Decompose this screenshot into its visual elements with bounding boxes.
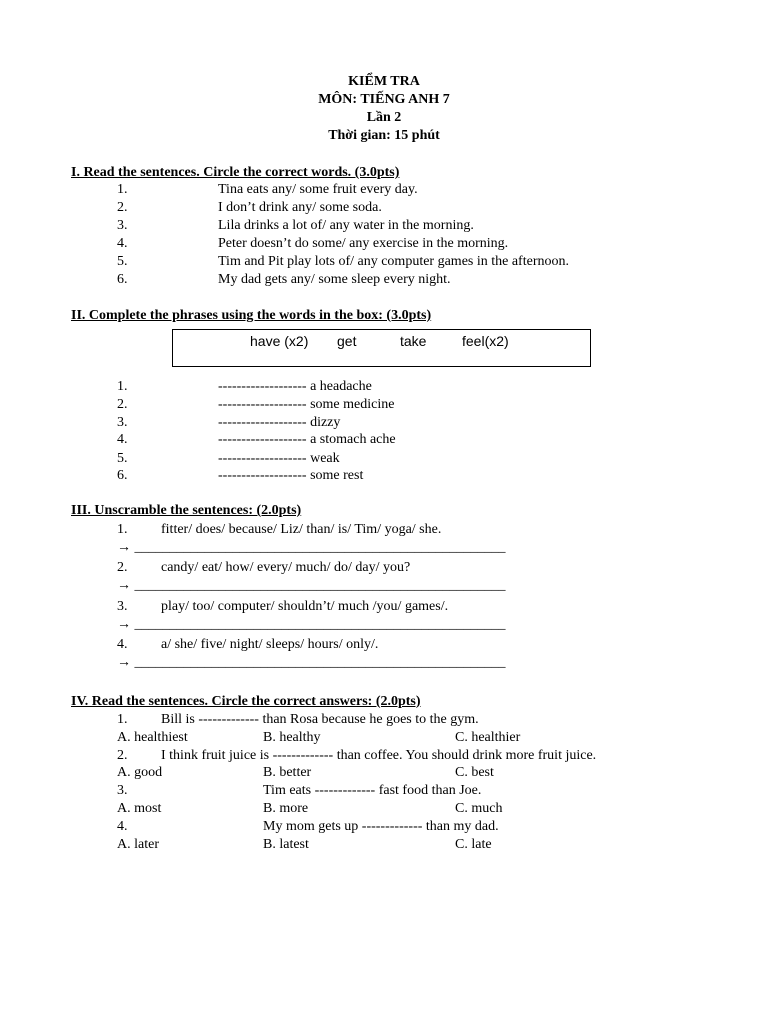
item-number: 3.: [117, 415, 128, 430]
test-attempt: Lần 2: [366, 110, 402, 125]
section-2-heading: II. Complete the phrases using the words in the box: (3.0pts): [71, 308, 432, 323]
list-item: Tina eats any/ some fruit every day.: [218, 182, 418, 197]
item-number: 4.: [117, 637, 128, 652]
item-number: 4.: [117, 236, 128, 251]
list-item: candy/ eat/ how/ every/ much/ do/ day/ you?: [161, 560, 411, 575]
item-number: 6.: [117, 468, 128, 483]
section-1-heading: I. Read the sentences. Circle the correct words. (3.0pts): [71, 165, 400, 180]
item-number: 2.: [117, 397, 128, 412]
list-item: I don’t drink any/ some soda.: [218, 200, 382, 215]
box-word: get: [337, 333, 357, 349]
item-number: 1.: [117, 522, 128, 537]
question-text: Bill is ------------- than Rosa because he goes to the gym.: [161, 712, 479, 727]
item-number: 1.: [117, 182, 128, 197]
option-a: A. later: [117, 837, 159, 852]
question-text: My mom gets up ------------- than my dad.: [263, 819, 499, 834]
box-word: feel(x2): [462, 333, 509, 349]
word-box: [172, 329, 591, 367]
item-number: 3.: [117, 218, 128, 233]
item-number: 1.: [117, 379, 128, 394]
list-item: ------------------- some medicine: [218, 397, 395, 412]
option-c: C. healthier: [455, 730, 521, 745]
list-item: fitter/ does/ because/ Liz/ than/ is/ Tim/ yoga/ she.: [161, 522, 442, 537]
list-item: Peter doesn’t do some/ any exercise in the morning.: [218, 236, 509, 251]
item-number: 5.: [117, 254, 128, 269]
item-number: 5.: [117, 451, 128, 466]
test-time: Thời gian: 15 phút: [328, 128, 440, 143]
item-number: 4.: [117, 432, 128, 447]
item-number: 3.: [117, 599, 128, 614]
list-item: ------------------- a stomach ache: [218, 432, 396, 447]
list-item: ------------------- dizzy: [218, 415, 341, 430]
answer-line: → _____________________________________________________: [117, 655, 506, 670]
section-4-heading: IV. Read the sentences. Circle the correct answers: (2.0pts): [71, 694, 421, 709]
list-item: play/ too/ computer/ shouldn’t/ much /you/ games/.: [161, 599, 449, 614]
list-item: ------------------- weak: [218, 451, 340, 466]
list-item: Lila drinks a lot of/ any water in the morning.: [218, 218, 474, 233]
item-number: 2.: [117, 200, 128, 215]
option-b: B. more: [263, 801, 309, 816]
list-item: a/ she/ five/ night/ sleeps/ hours/ only/.: [161, 637, 379, 652]
test-subject: MÔN: TIẾNG ANH 7: [318, 92, 450, 107]
section-3-heading: III. Unscramble the sentences: (2.0pts): [71, 503, 302, 518]
item-number: 3.: [117, 783, 128, 798]
item-number: 2.: [117, 748, 128, 763]
item-number: 2.: [117, 560, 128, 575]
test-title: KIỂM TRA: [348, 74, 420, 89]
option-b: B. healthy: [263, 730, 321, 745]
list-item: ------------------- a headache: [218, 379, 372, 394]
item-number: 6.: [117, 272, 128, 287]
list-item: ------------------- some rest: [218, 468, 364, 483]
list-item: Tim and Pit play lots of/ any computer games in the afternoon.: [218, 254, 569, 269]
box-word: have (x2): [250, 333, 309, 349]
question-text: Tim eats ------------- fast food than Joe.: [263, 783, 482, 798]
answer-line: → _____________________________________________________: [117, 578, 506, 593]
option-b: B. latest: [263, 837, 309, 852]
option-c: C. late: [455, 837, 492, 852]
question-text: I think fruit juice is ------------- than coffee. You should drink more fruit juice.: [161, 748, 597, 763]
option-c: C. best: [455, 765, 494, 780]
option-a: A. healthiest: [117, 730, 188, 745]
answer-line: → _____________________________________________________: [117, 617, 506, 632]
option-c: C. much: [455, 801, 503, 816]
box-word: take: [400, 333, 427, 349]
item-number: 1.: [117, 712, 128, 727]
answer-line: → _____________________________________________________: [117, 540, 506, 555]
option-a: A. most: [117, 801, 162, 816]
option-b: B. better: [263, 765, 312, 780]
list-item: My dad gets any/ some sleep every night.: [218, 272, 451, 287]
option-a: A. good: [117, 765, 163, 780]
item-number: 4.: [117, 819, 128, 834]
